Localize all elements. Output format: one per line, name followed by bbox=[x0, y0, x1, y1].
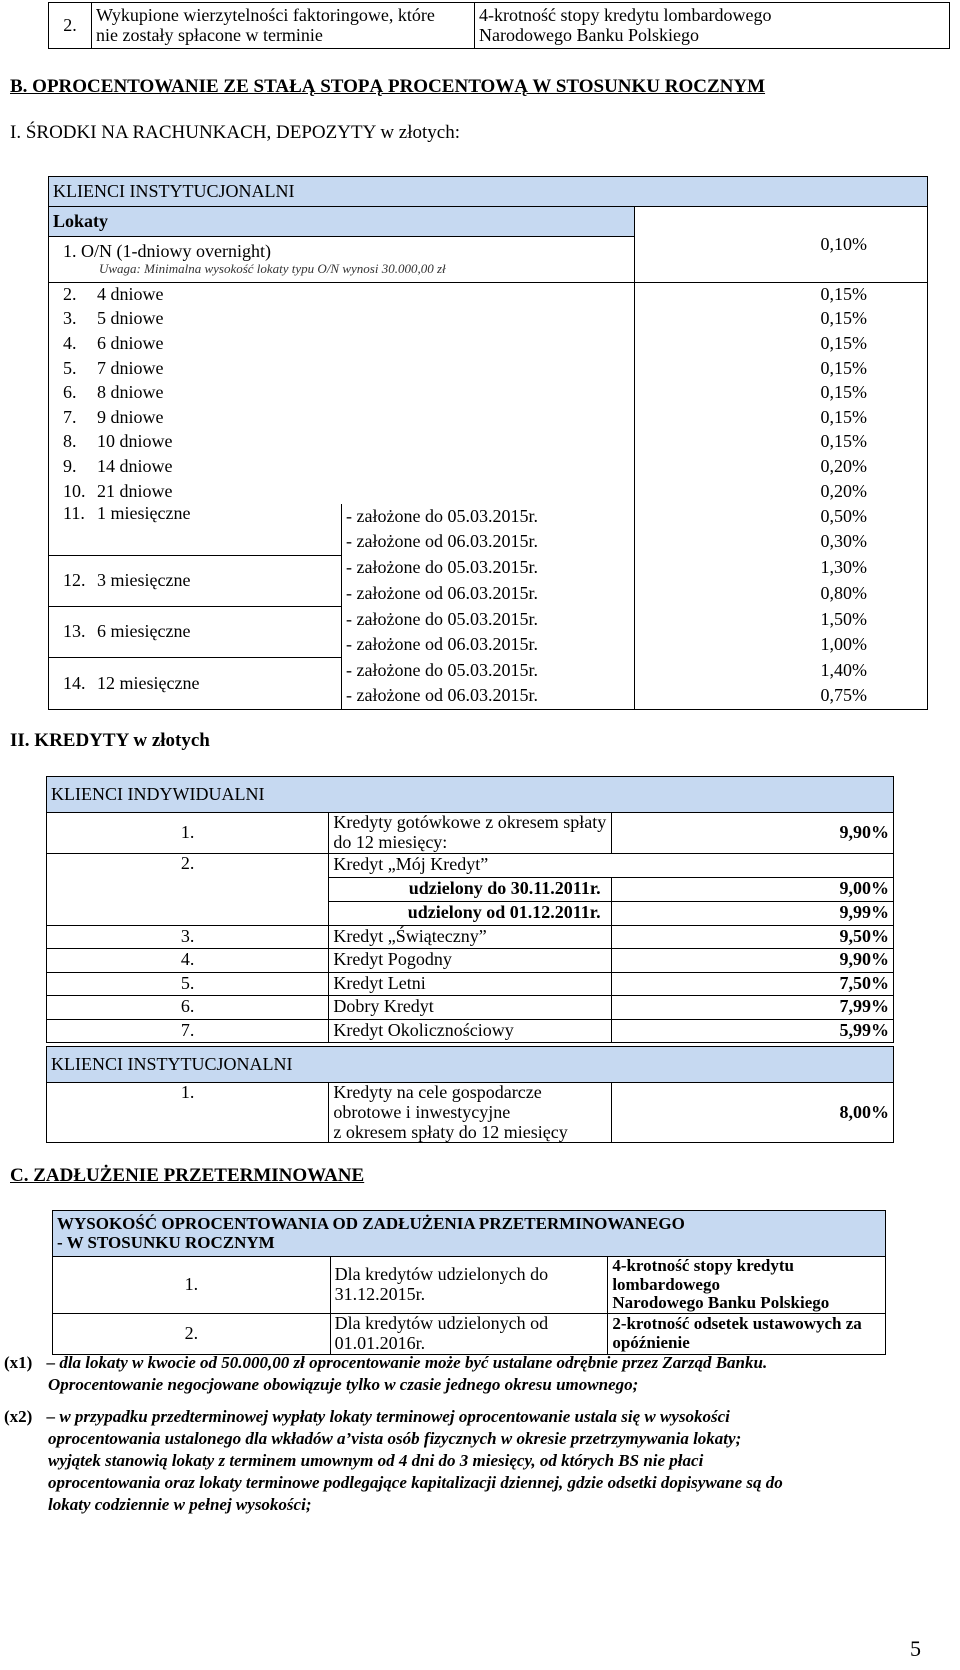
footnote-x1-line1 bbox=[4, 1352, 952, 1374]
inst-header: KLIENCI INSTYTUCJONALNI bbox=[47, 1047, 894, 1083]
deposit-row-label bbox=[49, 307, 635, 332]
footnote-x1 bbox=[4, 1352, 952, 1396]
deposit-row-no: 9. bbox=[63, 456, 77, 477]
credit-row-rate: 9,90% bbox=[611, 949, 893, 973]
footnote-x2-text1: – w przypadku przedterminowej wypłaty lokaty terminowej oprocentowanie ustala się w wysokości bbox=[46, 1407, 730, 1426]
deposit-row bbox=[49, 307, 928, 332]
deposit-row-rate: 0,15% bbox=[635, 332, 928, 357]
on-row bbox=[49, 237, 635, 283]
monthly-row-from-rate: 0,30% bbox=[635, 530, 928, 556]
top-rate-line1: 4-krotność stopy kredytu lombardowego bbox=[479, 4, 772, 25]
page-number: 5 bbox=[910, 1636, 921, 1661]
overdue-header bbox=[53, 1211, 886, 1257]
overdue-rate-line2: Narodowego Banku Polskiego bbox=[612, 1293, 830, 1313]
monthly-row-from-rate: 0,75% bbox=[635, 684, 928, 710]
inst-line1: Kredyty na cele gospodarcze obrotowe i inwestycyjne bbox=[333, 1082, 542, 1122]
monthly-row-no: 12. bbox=[63, 570, 86, 590]
deposit-row-text: 6 dniowe bbox=[97, 333, 164, 354]
deposit-row-label bbox=[49, 455, 635, 480]
inst-row-label bbox=[329, 1083, 611, 1143]
section-b-sub1: I. ŚRODKI NA RACHUNKACH, DEPOZYTY w złotych: bbox=[10, 122, 461, 143]
credit-row-label: Kredyt „Świąteczny” bbox=[329, 925, 611, 949]
credit-row-label: Kredyt Letni bbox=[329, 972, 611, 996]
credit-row-2-label: Kredyt „Mój Kredyt” bbox=[329, 853, 894, 877]
deposit-row-rate: 0,15% bbox=[635, 430, 928, 455]
on-label: 1. O/N (1-dniowy overnight) bbox=[63, 241, 271, 262]
top-table bbox=[48, 2, 950, 49]
monthly-row-text: 6 miesięczne bbox=[97, 621, 191, 642]
deposit-row-label bbox=[49, 430, 635, 455]
deposit-row-rate: 0,15% bbox=[635, 381, 928, 406]
monthly-row-until-rate: 0,50% bbox=[635, 504, 928, 530]
footnote-x2-line4: oprocentowania oraz lokaty terminowe podlegające kapitalizacji dziennej, gdzie odsetki dopisywane są do bbox=[48, 1473, 783, 1493]
indiv-header: KLIENCI INDYWIDUALNI bbox=[47, 777, 894, 813]
credit-row-1-rate: 9,90% bbox=[611, 813, 893, 854]
deposit-row-no: 3. bbox=[63, 308, 77, 329]
deposit-row-rate: 0,15% bbox=[635, 356, 928, 381]
overdue-header-line1: WYSOKOŚĆ OPROCENTOWANIA OD ZADŁUŻENIA PRZETERMINOWANEGO bbox=[57, 1213, 685, 1233]
deposit-row-text: 5 dniowe bbox=[97, 308, 164, 329]
credit-row-2b-label: udzielony od 01.12.2011r. bbox=[329, 901, 611, 925]
deposit-row-no: 4. bbox=[63, 333, 77, 354]
deposit-row-text: 8 dniowe bbox=[97, 382, 164, 403]
credit-row-no: 6. bbox=[47, 996, 329, 1020]
deposit-row-rate: 0,15% bbox=[635, 283, 928, 308]
monthly-row-label bbox=[49, 607, 342, 658]
deposit-row-label bbox=[49, 283, 635, 308]
top-desc-line1: Wykupione wierzytelności faktoringowe, które bbox=[96, 4, 435, 25]
on-note: Uwaga: Minimalna wysokość lokaty typu O/N wynosi 30.000,00 zł bbox=[99, 261, 446, 277]
footnote-x1-label: (x1) bbox=[4, 1353, 33, 1372]
inst-line2: z okresem spłaty do 12 miesięcy bbox=[333, 1121, 568, 1142]
deposit-row bbox=[49, 479, 928, 504]
overdue-row-2-label: Dla kredytów udzielonych od 01.01.2016r. bbox=[330, 1314, 608, 1355]
monthly-row-from: - założone od 06.03.2015r. bbox=[342, 684, 635, 710]
overdue-row-2-no: 2. bbox=[53, 1314, 331, 1355]
credit-row bbox=[47, 996, 894, 1020]
monthly-row-no: 13. bbox=[63, 621, 86, 642]
credit-row-label: Dobry Kredyt bbox=[329, 996, 611, 1020]
footnote-x1-text1: – dla lokaty w kwocie od 50.000,00 zł oprocentowanie może być ustalane odrębnie przez Zarząd Banku. bbox=[46, 1353, 768, 1372]
inst-row-no: 1. bbox=[47, 1083, 329, 1143]
overdue-row-1-label: Dla kredytów udzielonych do 31.12.2015r. bbox=[330, 1257, 608, 1314]
overdue-row-1-rate bbox=[608, 1257, 886, 1314]
lokaty-header: Lokaty bbox=[49, 207, 635, 237]
top-row-desc bbox=[92, 3, 475, 49]
monthly-row-until: - założone do 05.03.2015r. bbox=[342, 555, 635, 581]
top-rate-line2: Narodowego Banku Polskiego bbox=[479, 24, 699, 45]
monthly-row-from: - założone od 06.03.2015r. bbox=[342, 581, 635, 607]
monthly-row bbox=[49, 658, 928, 684]
overdue-header-line2: - W STOSUNKU ROCZNYM bbox=[57, 1232, 275, 1252]
deposit-row-rate: 0,15% bbox=[635, 307, 928, 332]
deposit-row-label bbox=[49, 381, 635, 406]
section-b-heading: B. OPROCENTOWANIE ZE STAŁĄ STOPĄ PROCENTOWĄ W STOSUNKU ROCZNYM bbox=[10, 76, 766, 97]
deposit-row-text: 7 dniowe bbox=[97, 357, 164, 378]
monthly-row bbox=[49, 607, 928, 633]
credits-heading: II. KREDYTY w złotych bbox=[10, 730, 210, 751]
monthly-row-label bbox=[49, 658, 342, 709]
inst-rate: 8,00% bbox=[611, 1083, 893, 1143]
deposit-row-label bbox=[49, 356, 635, 381]
monthly-row bbox=[49, 555, 928, 581]
credit-row-2b-rate: 9,99% bbox=[611, 901, 893, 925]
monthly-row-until-rate: 1,50% bbox=[635, 607, 928, 633]
deposit-row bbox=[49, 283, 928, 308]
overdue-rate-line1: 4-krotność stopy kredytu lombardowego bbox=[612, 1256, 794, 1294]
deposit-row bbox=[49, 381, 928, 406]
monthly-row-from-rate: 1,00% bbox=[635, 632, 928, 658]
credit-row-no: 7. bbox=[47, 1019, 329, 1043]
inst-credits-table bbox=[46, 1046, 894, 1143]
overdue-table bbox=[52, 1210, 886, 1355]
deposit-row-text: 14 dniowe bbox=[97, 456, 173, 477]
footnote-x2-line1 bbox=[4, 1406, 952, 1428]
deposit-row-no: 8. bbox=[63, 431, 77, 452]
monthly-row-from-rate: 0,80% bbox=[635, 581, 928, 607]
deposit-row-label bbox=[49, 479, 635, 504]
credit-row-rate: 9,50% bbox=[611, 925, 893, 949]
monthly-row-text: 1 miesięczne bbox=[97, 502, 191, 523]
monthly-row-until: - założone do 05.03.2015r. bbox=[342, 607, 635, 633]
footnote-x2-line3: wyjątek stanowią lokaty z terminem umownym od 4 dni do 3 miesięcy, od których BS nie płaci bbox=[48, 1451, 704, 1471]
deposit-row-text: 4 dniowe bbox=[97, 284, 164, 305]
credit-row-rate: 7,50% bbox=[611, 972, 893, 996]
monthly-row-until-rate: 1,30% bbox=[635, 555, 928, 581]
credit-row-1-label: Kredyty gotówkowe z okresem spłaty do 12 miesięcy: bbox=[329, 813, 611, 854]
deposit-row-text: 10 dniowe bbox=[97, 431, 173, 452]
credit-row-no: 4. bbox=[47, 949, 329, 973]
credit-row-2a-label: udzielony do 30.11.2011r. bbox=[329, 877, 611, 901]
overdue-row-2-rate: 2-krotność odsetek ustawowych za opóźnienie bbox=[608, 1314, 886, 1355]
monthly-row-until: - założone do 05.03.2015r. bbox=[342, 504, 635, 530]
credit-row-no: 3. bbox=[47, 925, 329, 949]
credit-row bbox=[47, 925, 894, 949]
deposits-client-header: KLIENCI INSTYTUCJONALNI bbox=[49, 177, 928, 207]
on-rate: 0,10% bbox=[635, 207, 928, 283]
monthly-row bbox=[49, 504, 928, 530]
deposit-row-no: 2. bbox=[63, 284, 77, 305]
monthly-row-text: 12 miesięczne bbox=[97, 672, 200, 693]
credit-row-rate: 7,99% bbox=[611, 996, 893, 1020]
top-desc-line2: nie zostały spłacone w terminie bbox=[96, 24, 323, 45]
footnote-x1-line2: Oprocentowanie negocjowane obowiązuje tylko w czasie jednego okresu umownego; bbox=[48, 1375, 639, 1395]
deposit-row-no: 5. bbox=[63, 357, 77, 378]
deposit-row bbox=[49, 430, 928, 455]
monthly-row-no: 11. bbox=[63, 502, 85, 523]
credit-row bbox=[47, 972, 894, 996]
credit-row-rate: 5,99% bbox=[611, 1019, 893, 1043]
footnote-x2-label: (x2) bbox=[4, 1407, 33, 1426]
section-c-heading: C. ZADŁUŻENIE PRZETERMINOWANE bbox=[10, 1165, 365, 1186]
deposit-row bbox=[49, 455, 928, 480]
deposit-row bbox=[49, 332, 928, 357]
top-row-rate bbox=[475, 3, 950, 49]
credit-row-no: 5. bbox=[47, 972, 329, 996]
monthly-row-label bbox=[49, 555, 342, 606]
monthly-row-until: - założone do 05.03.2015r. bbox=[342, 658, 635, 684]
top-row-no: 2. bbox=[49, 3, 92, 49]
credit-row-label: Kredyt Pogodny bbox=[329, 949, 611, 973]
deposit-row-no: 6. bbox=[63, 382, 77, 403]
deposits-table bbox=[48, 176, 928, 710]
monthly-row-text: 3 miesięczne bbox=[97, 570, 191, 590]
monthly-row-until-rate: 1,40% bbox=[635, 658, 928, 684]
deposit-row-label bbox=[49, 405, 635, 430]
deposit-row-no: 10. bbox=[63, 480, 86, 501]
credit-row bbox=[47, 949, 894, 973]
deposit-row-rate: 0,20% bbox=[635, 455, 928, 480]
footnote-x2-line5: lokaty codziennie w pełnej wysokości; bbox=[48, 1495, 312, 1515]
deposit-row-no: 7. bbox=[63, 406, 77, 427]
credit-row-2-no: 2. bbox=[47, 853, 329, 925]
monthly-row-no: 14. bbox=[63, 672, 86, 693]
deposit-row-label bbox=[49, 332, 635, 357]
overdue-row-1-no: 1. bbox=[53, 1257, 331, 1314]
monthly-row-from: - założone od 06.03.2015r. bbox=[342, 530, 635, 556]
credit-row-label: Kredyt Okolicznościowy bbox=[329, 1019, 611, 1043]
monthly-row-from: - założone od 06.03.2015r. bbox=[342, 632, 635, 658]
deposit-row bbox=[49, 405, 928, 430]
deposit-row-text: 21 dniowe bbox=[97, 480, 173, 501]
footnote-x2-line2: oprocentowania ustalonego dla wkładów a’vista osób fizycznych w okresie przetrzymywania lokaty; bbox=[48, 1429, 742, 1449]
deposit-row-text: 9 dniowe bbox=[97, 406, 164, 427]
footnote-x2 bbox=[4, 1406, 952, 1516]
deposit-row-rate: 0,20% bbox=[635, 479, 928, 504]
monthly-row-label bbox=[49, 504, 342, 555]
credit-row bbox=[47, 1019, 894, 1043]
indiv-credits-table bbox=[46, 776, 894, 1043]
credit-row-2a-rate: 9,00% bbox=[611, 877, 893, 901]
credit-row-1-no: 1. bbox=[47, 813, 329, 854]
deposit-row bbox=[49, 356, 928, 381]
deposit-row-rate: 0,15% bbox=[635, 405, 928, 430]
